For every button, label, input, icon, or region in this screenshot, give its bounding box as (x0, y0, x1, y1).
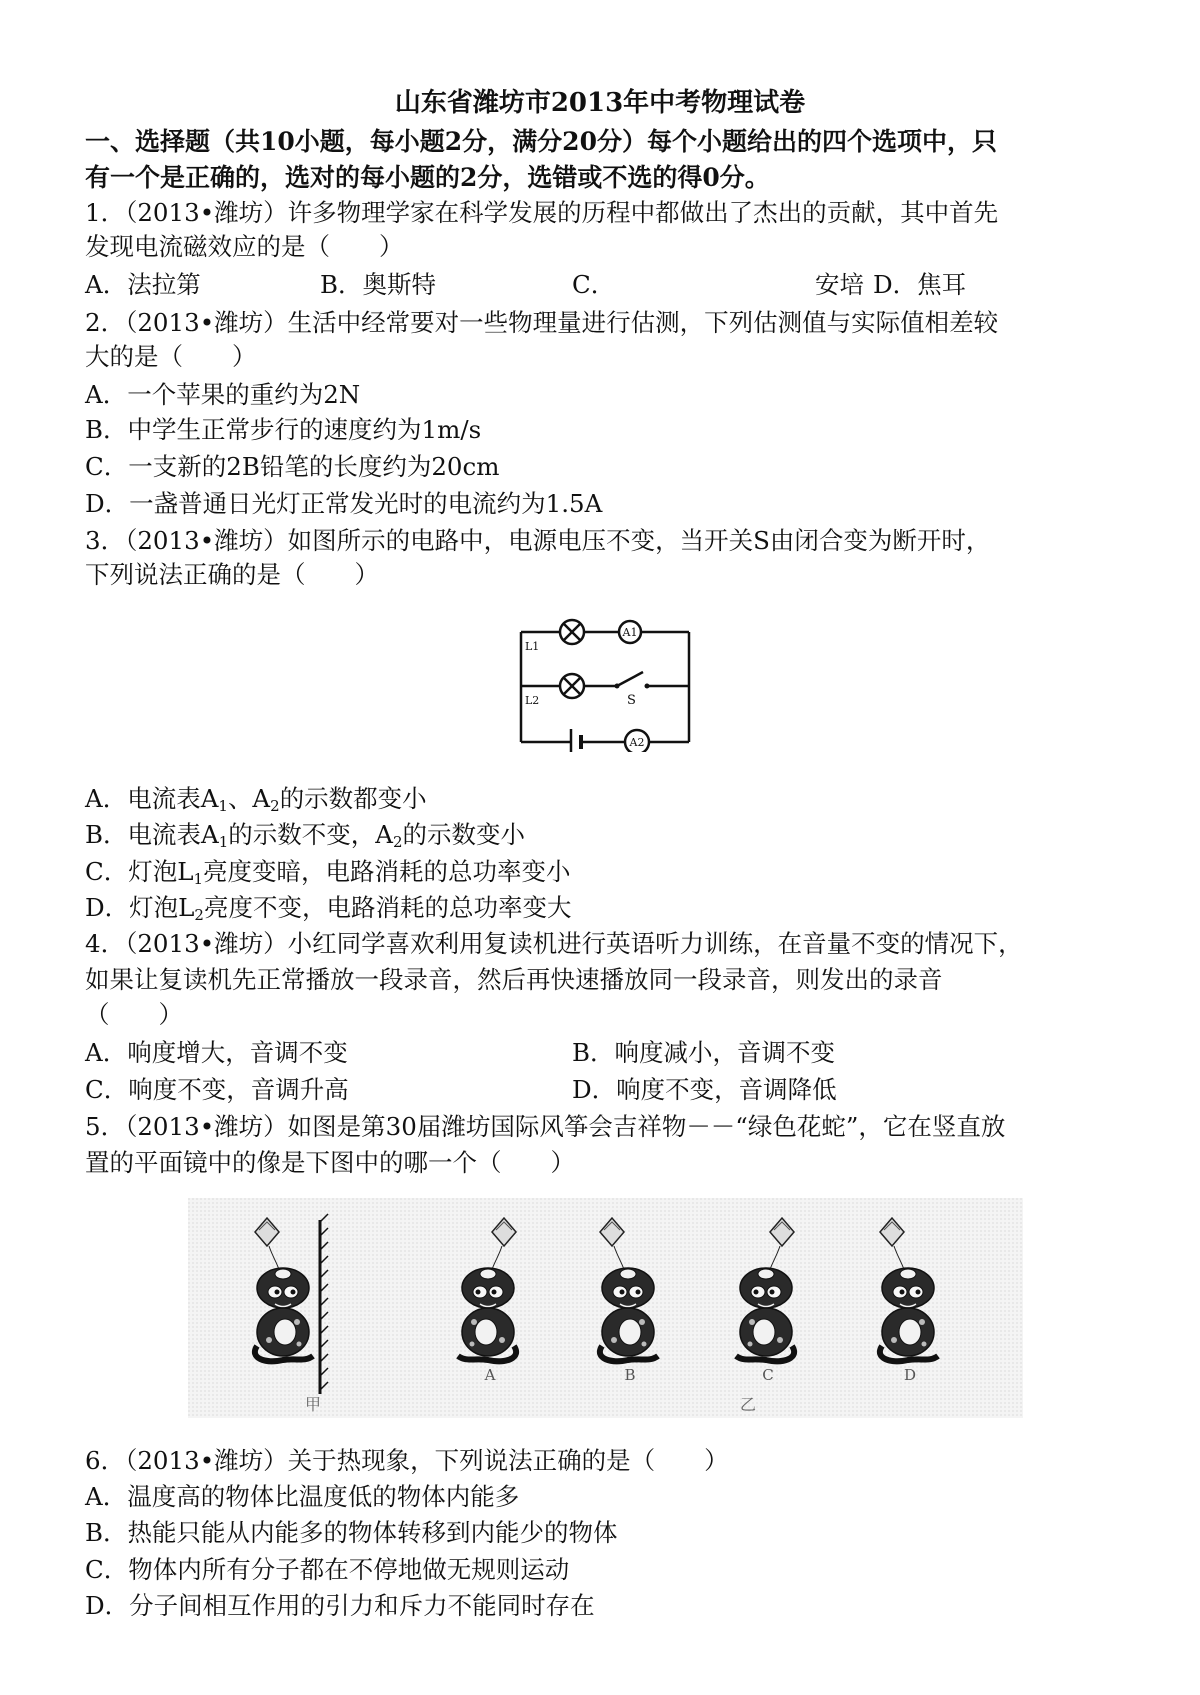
q2-option-c: C．一支新的2B铅笔的长度约为20cm (85, 452, 500, 481)
figure-label-a: A (484, 1366, 496, 1384)
figure-label-d: D (903, 1366, 917, 1384)
lamp-l2-icon (560, 674, 584, 698)
q1-option-c-text: 安培 (815, 270, 864, 299)
circuit-diagram (515, 612, 695, 752)
q4-stem-line3: （ ） (85, 1000, 183, 1029)
q4-stem-line2: 如果让复读机先正常播放一段录音，然后再快速播放同一段录音，则发出的录音 (85, 965, 943, 994)
figure-label-jia: 甲 (304, 1395, 322, 1414)
q1-stem-line1: 1．（2013•潍坊）许多物理学家在科学发展的历程中都做出了杰出的贡献，其中首先 (85, 198, 999, 227)
figure-label-c: C (762, 1366, 774, 1384)
section-heading-line1: 一、选择题（共10小题，每小题2分，满分20分）每个小题给出的四个选项中，只 (85, 127, 997, 156)
q2-option-d: D．一盏普通日光灯正常发光时的电流约为1.5A (85, 489, 603, 518)
q6-option-d: D．分子间相互作用的引力和斥力不能同时存在 (85, 1591, 595, 1620)
q1-option-d: D．焦耳 (873, 270, 967, 299)
switch-icon (615, 684, 650, 709)
page-title: 山东省潍坊市2013年中考物理试卷 (394, 88, 806, 118)
q3-option-c: C．灯泡$L_1$亮度变暗，电路消耗的总功率变小 (85, 857, 571, 888)
ammeter-a1-label: A1 (622, 626, 638, 639)
section-heading-line2: 有一个是正确的，选对的每小题的2分，选错或不选的得0分。 (85, 163, 770, 192)
q1-option-a: A．法拉第 (85, 270, 201, 299)
q3-option-a: A．电流表$A_1$、$A_2$的示数都变小 (85, 784, 427, 815)
q4-option-b: B．响度减小，音调不变 (572, 1038, 836, 1067)
figure-label-yi: 乙 (739, 1395, 757, 1414)
ammeter-a2-icon (625, 730, 649, 752)
q4-option-a: A．响度增大，音调不变 (85, 1038, 348, 1067)
q3-option-d: D．灯泡$L_2$亮度不变，电路消耗的总功率变大 (85, 893, 572, 924)
figure-label-b: B (624, 1366, 636, 1384)
q3-stem-line1: 3．（2013•潍坊）如图所示的电路中，电源电压不变，当开关S由闭合变为断开时， (85, 526, 991, 555)
mascot-mirror-figure (188, 1198, 1023, 1418)
q6-option-b: B．热能只能从内能多的物体转移到内能少的物体 (85, 1518, 618, 1547)
q4-option-c: C．响度不变，音调升高 (85, 1075, 349, 1104)
q6-option-a: A．温度高的物体比温度低的物体内能多 (85, 1482, 520, 1511)
ammeter-a2-label: A2 (629, 736, 645, 749)
q3-option-b: B．电流表$A_1$的示数不变，$A_2$的示数变小 (85, 820, 525, 851)
lamp-l2-label: L2 (525, 694, 540, 707)
q1-option-c: C． (572, 270, 616, 299)
lamp-l1-icon (560, 620, 584, 644)
q2-stem-line2: 大的是（ ） (85, 342, 257, 371)
ammeter-a1-icon (619, 621, 641, 643)
q4-stem-line1: 4．（2013•潍坊）小红同学喜欢利用复读机进行英语听力训练，在音量不变的情况下， (85, 929, 1023, 958)
q2-option-b: B．中学生正常步行的速度约为1m/s (85, 415, 482, 444)
lamp-l1-label: L1 (525, 640, 540, 653)
q1-option-b: B．奥斯特 (320, 270, 437, 299)
q2-option-a: A．一个苹果的重约为2N (85, 380, 361, 409)
section-heading (85, 124, 1125, 196)
q1-stem-line2: 发现电流磁效应的是（ ） (85, 232, 404, 261)
q3-stem-line2: 下列说法正确的是（ ） (85, 560, 379, 589)
q6-stem-line1: 6．（2013•潍坊）关于热现象，下列说法正确的是（ ） (85, 1446, 729, 1475)
q6-option-c: C．物体内所有分子都在不停地做无规则运动 (85, 1555, 570, 1584)
q5-stem-line2: 置的平面镜中的像是下图中的哪一个（ ） (85, 1148, 575, 1177)
q4-option-d: D．响度不变，音调降低 (572, 1075, 837, 1104)
switch-label: S (627, 693, 636, 708)
battery-icon (571, 729, 581, 752)
q5-stem-line1: 5．（2013•潍坊）如图是第30届潍坊国际风筝会吉祥物－－“绿色花蛇”，它在竖直放 (85, 1112, 1006, 1141)
q2-stem-line1: 2．（2013•潍坊）生活中经常要对一些物理量进行估测，下列估测值与实际值相差较 (85, 308, 999, 337)
